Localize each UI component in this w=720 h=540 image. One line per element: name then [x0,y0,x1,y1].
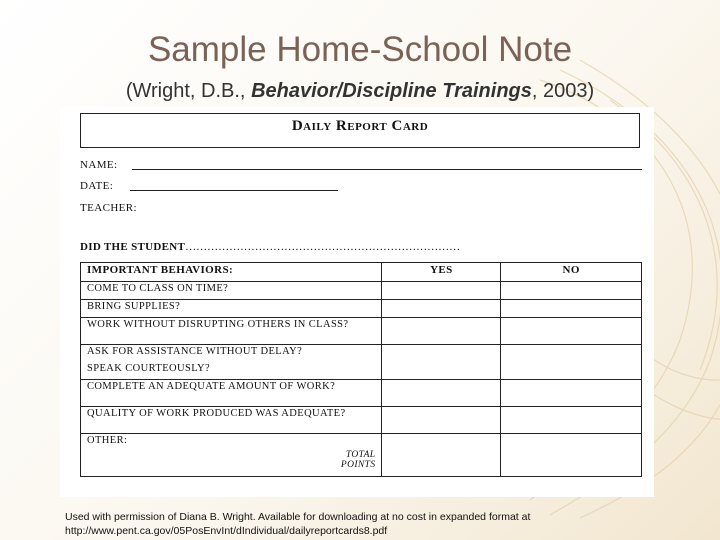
behavior-cell: ASK FOR ASSISTANCE WITHOUT DELAY? [81,345,382,363]
header-behaviors: IMPORTANT BEHAVIORS: [81,263,382,282]
table-row [81,380,642,407]
table-row [81,300,642,318]
date-line [130,190,338,191]
subtitle-prefix: (Wright, D.B., [125,80,252,102]
credit-text [65,510,530,538]
name-field [80,159,117,171]
other-cell [81,434,382,477]
name-line [132,169,642,170]
total-points-label: TOTAL POINTS [340,450,376,470]
no-cell[interactable] [501,282,642,300]
yes-cell[interactable] [382,345,501,380]
card-header-top-border [80,113,640,114]
credit-line-1: Used with permission of Diana B. Wright. Available for downloading at no cost in expanded format at [65,511,531,523]
yes-cell[interactable] [382,318,501,345]
yes-cell[interactable] [382,282,501,300]
header-no: NO [501,263,642,282]
subtitle-book-title: Behavior/Discipline Trainings [251,80,532,102]
did-the-student-line [80,241,460,253]
header-yes: YES [382,263,501,282]
table-row [81,345,642,363]
behavior-cell: BRING SUPPLIES? [81,300,382,318]
table-header-row [81,263,642,282]
no-cell[interactable] [501,407,642,434]
no-cell[interactable] [501,300,642,318]
table-row [81,407,642,434]
table-row [81,434,642,477]
no-cell[interactable] [501,434,642,477]
date-field [80,180,113,192]
yes-cell[interactable] [382,300,501,318]
behavior-cell: SPEAK COURTEOUSLY? [81,362,382,380]
behavior-cell: QUALITY OF WORK PRODUCED WAS ADEQUATE? [81,407,382,434]
teacher-field [80,202,137,214]
credit-url[interactable]: http://www.pent.ca.gov/05PosEnvInt/dIndividual/dailyreportcards8.pdf [65,525,388,537]
teacher-label: TEACHER: [80,202,137,214]
yes-cell[interactable] [382,380,501,407]
date-label: DATE: [80,180,114,192]
other-label: OTHER: [87,435,128,446]
slide-title: Sample Home-School Note [147,30,573,69]
table-row [81,318,642,345]
name-label: NAME: [80,159,118,171]
yes-cell[interactable] [382,407,501,434]
yes-cell[interactable] [382,434,501,477]
did-label: DID THE STUDENT [80,241,186,253]
behavior-cell: COME TO CLASS ON TIME? [81,282,382,300]
did-dots: ………………………………………………………………… [185,241,461,253]
behaviors-table [80,262,642,477]
behavior-cell: COMPLETE AN ADEQUATE AMOUNT OF WORK? [81,380,382,407]
card-title: Daily Report Card [291,118,429,134]
subtitle-suffix: , 2003) [531,80,595,102]
daily-report-card-image [60,107,654,497]
card-header-bottom-border [80,147,640,148]
slide-subtitle [0,80,720,103]
no-cell[interactable] [501,318,642,345]
behavior-cell: WORK WITHOUT DISRUPTING OTHERS IN CLASS? [81,318,382,345]
no-cell[interactable] [501,345,642,380]
no-cell[interactable] [501,380,642,407]
table-row [81,282,642,300]
